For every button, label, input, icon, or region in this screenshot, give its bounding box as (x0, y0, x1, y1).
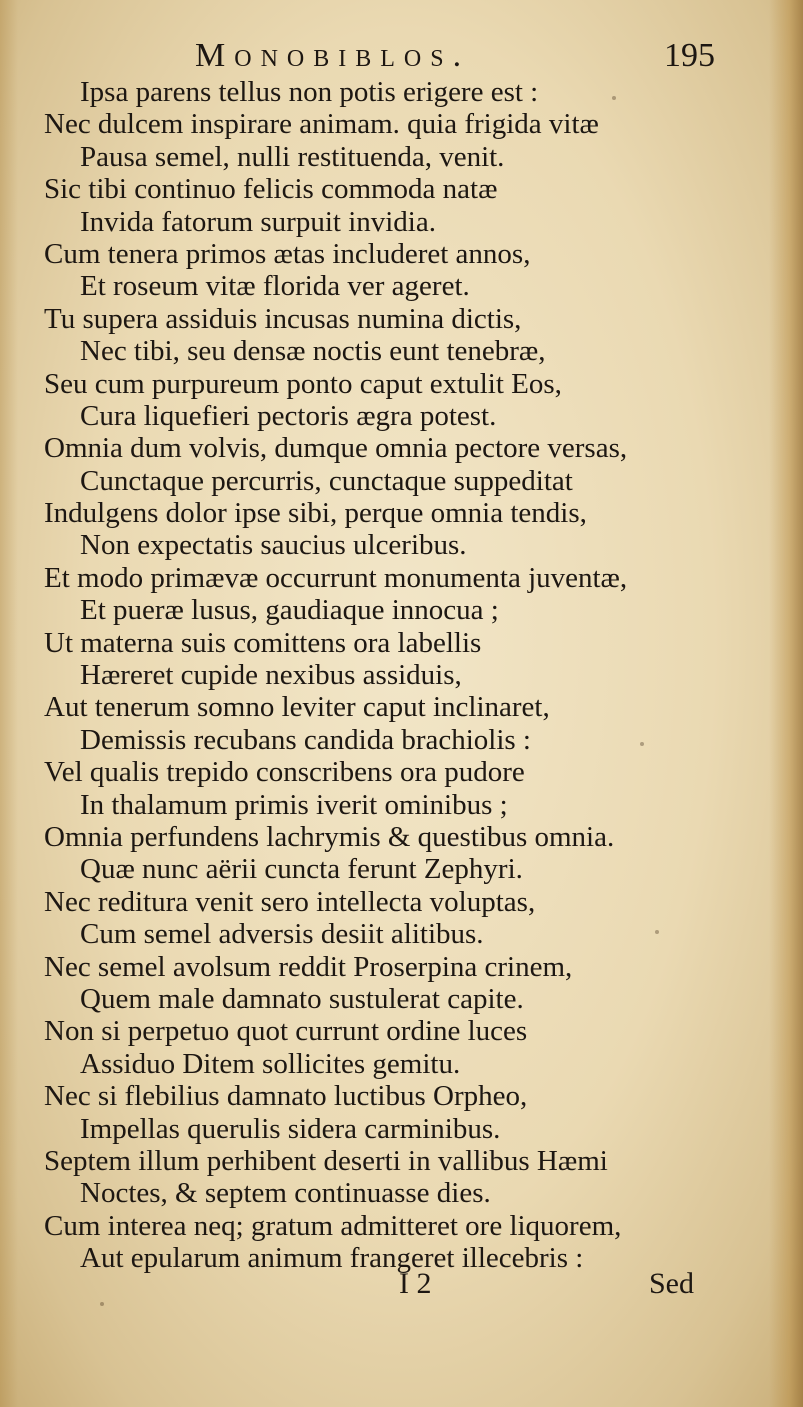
paper-speck (640, 742, 644, 746)
verse-line: Impellas querulis sidera carminibus. (80, 1112, 501, 1145)
poem-text (44, 76, 744, 1274)
verse-line: Cura liquefieri pectoris ægra potest. (80, 399, 497, 432)
verse-line: Assiduo Ditem sollicites gemitu. (80, 1047, 461, 1080)
running-head (195, 30, 715, 82)
verse-line: Ipsa parens tellus non potis erigere est : (80, 76, 539, 108)
verse-line: Noctes, & septem continuasse dies. (80, 1177, 491, 1210)
verse-line: Cunctaque percurris, cunctaque suppeditat (80, 464, 573, 497)
verse-line: Et modo primævæ occurrunt monumenta juventæ, (44, 561, 628, 594)
page-number: 195 (664, 37, 715, 74)
verse-line: Pausa semel, nulli restituenda, venit. (80, 140, 505, 173)
verse-line: Et roseum vitæ florida ver ageret. (80, 270, 470, 303)
paper-speck (655, 930, 659, 934)
verse-line: Nec reditura venit sero intellecta voluptas, (44, 885, 536, 918)
verse-line: Indulgens dolor ipse sibi, perque omnia tendis, (44, 497, 587, 530)
verse-line: Omnia dum volvis, dumque omnia pectore versas, (44, 432, 628, 465)
verse-line: Cum interea neq; gratum admitteret ore liquorem, (44, 1209, 622, 1242)
running-title: Monobiblos. (195, 37, 471, 74)
page-edge-left (0, 0, 18, 1407)
verse-line: Aut tenerum somno leviter caput inclinaret, (44, 691, 550, 724)
verse-line: Et pueræ lusus, gaudiaque innocua ; (80, 594, 499, 627)
verse-line: Quæ nunc aërii cuncta ferunt Zephyri. (80, 853, 523, 886)
verse-line: Omnia perfundens lachrymis & questibus omnia. (44, 820, 615, 853)
verse-line: Non si perpetuo quot currunt ordine luces (44, 1015, 528, 1048)
verse-line: Hæreret cupide nexibus assiduis, (80, 659, 462, 692)
verse-line: Nec tibi, seu densæ noctis eunt tenebræ, (80, 335, 546, 368)
verse-line: Ut materna suis comittens ora labellis (44, 626, 482, 659)
page-edge-right (769, 0, 803, 1407)
verse-line: Vel qualis trepido conscribens ora pudore (44, 756, 525, 789)
verse-line: Cum tenera primos ætas includeret annos, (44, 237, 531, 270)
verse-line: Nec si flebilius damnato luctibus Orpheo, (44, 1080, 528, 1113)
paper-speck (612, 96, 616, 100)
verse-line: Sic tibi continuo felicis commoda natæ (44, 173, 498, 206)
verse-line: Tu supera assiduis incusas numina dictis, (44, 302, 522, 335)
verse-line: Nec dulcem inspirare animam. quia frigida vitæ (44, 108, 599, 141)
verse-line: Cum semel adversis desiit alitibus. (80, 918, 484, 951)
catchword: Sed (649, 1267, 694, 1300)
paper-speck (100, 1302, 104, 1306)
verse-line: Seu cum purpureum ponto caput extulit Eos, (44, 367, 562, 400)
verse-line: In thalamum primis iverit ominibus ; (80, 788, 508, 821)
verse-line: Septem illum perhibent deserti in vallibus Hæmi (44, 1144, 608, 1177)
verse-line: Demissis recubans candida brachiolis : (80, 723, 531, 756)
signature-mark: I 2 (399, 1267, 432, 1300)
verse-line: Nec semel avolsum reddit Proserpina crinem, (44, 950, 573, 983)
page-footer (44, 1266, 694, 1302)
verse-line: Invida fatorum surpuit invidia. (80, 205, 436, 238)
verse-line: Aut epularum animum frangeret illecebris : (80, 1242, 584, 1275)
verse-line: Non expectatis saucius ulceribus. (80, 529, 467, 562)
verse-line: Quem male damnato sustulerat capite. (80, 982, 524, 1015)
